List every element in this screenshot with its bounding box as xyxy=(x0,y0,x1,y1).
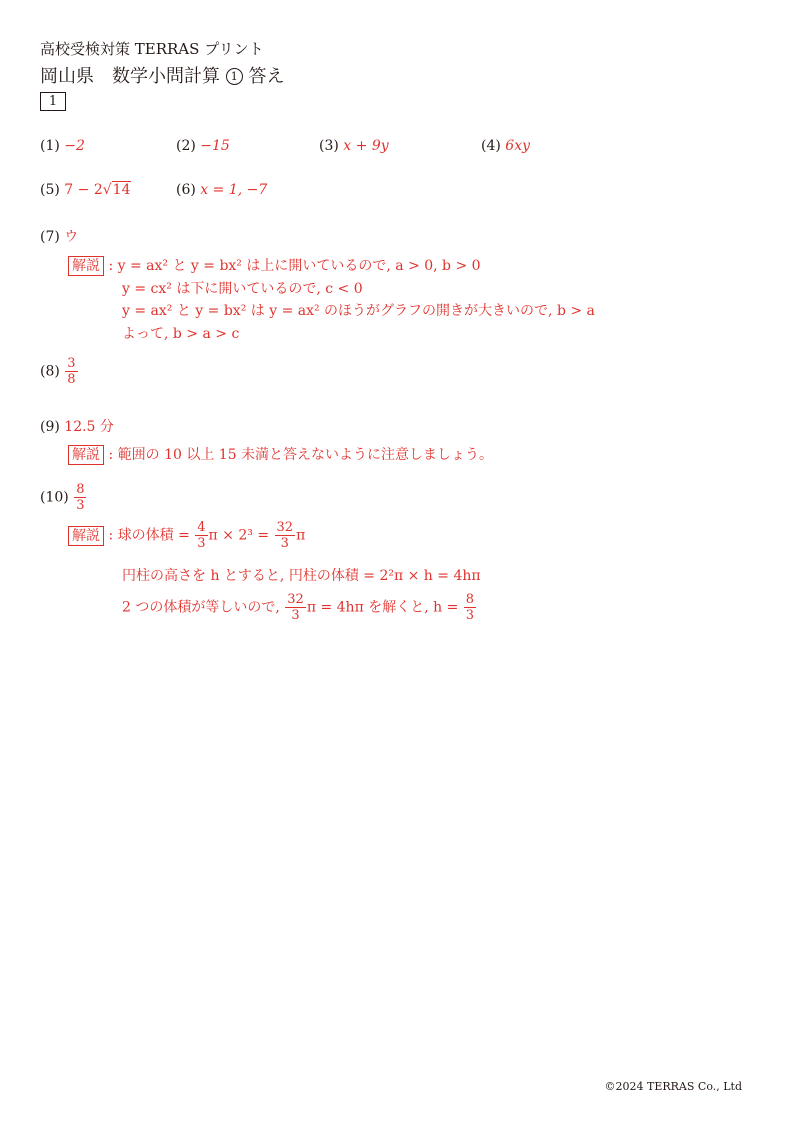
question-7-explanation-line-1 xyxy=(68,255,481,276)
question-5-number: (5) xyxy=(40,182,60,198)
fraction-denominator: 3 xyxy=(197,536,206,551)
title-suffix: 答え xyxy=(248,66,285,87)
copyright-footer: ©2024 TERRAS Co., Ltd xyxy=(604,1080,742,1093)
fraction-denominator: 3 xyxy=(291,608,300,623)
question-7-explanation-line-3: y = ax² と y = bx² は y = ax² のほうがグラフの開きが大きいので, b > a xyxy=(122,303,595,319)
question-9-explanation xyxy=(68,444,493,465)
explanation-label: 解説 xyxy=(68,526,104,546)
question-5-answer-radicand: 14 xyxy=(112,182,131,198)
question-10-explanation-line-3 xyxy=(122,592,477,623)
page-title xyxy=(40,62,284,88)
inline-fraction xyxy=(464,592,476,623)
fraction-numerator: 32 xyxy=(287,592,304,607)
question-2-answer: −15 xyxy=(200,138,230,154)
question-5 xyxy=(40,182,131,198)
explanation-text-1b: π × 2³ = xyxy=(208,527,274,544)
question-10-answer-fraction xyxy=(74,482,86,513)
question-4-answer: 6xy xyxy=(505,138,531,154)
fraction-numerator: 32 xyxy=(276,520,294,535)
fraction-numerator: 8 xyxy=(76,482,85,497)
question-8 xyxy=(40,356,79,387)
question-10-explanation-line-1 xyxy=(68,520,305,551)
explanation-text-3a: 2 つの体積が等しいので, xyxy=(122,599,285,616)
print-header: 高校受検対策 TERRAS プリント xyxy=(40,40,264,58)
question-7-number: (7) xyxy=(40,229,60,245)
question-7-explanation-line-4: よって, b > a > c xyxy=(122,326,240,342)
question-8-number: (8) xyxy=(40,363,60,380)
question-10-number: (10) xyxy=(40,489,69,506)
question-7-explanation-text-1: : y = ax² と y = bx² は上に開いているので, a > 0, b > 0 xyxy=(108,258,481,274)
fraction-denominator: 3 xyxy=(280,536,289,551)
explanation-text-3b: π = 4hπ を解くと, h = xyxy=(306,599,463,616)
section-number: 1 xyxy=(40,92,66,111)
question-1 xyxy=(40,138,85,154)
question-6 xyxy=(176,182,267,198)
sqrt-sign: √ xyxy=(102,182,112,198)
question-9-answer: 12.5 分 xyxy=(64,419,114,435)
question-10-explanation-line-2: 円柱の高さを h とすると, 円柱の体積 = 2²π × h = 4hπ xyxy=(122,568,481,584)
fraction-denominator: 3 xyxy=(465,608,475,623)
fraction-numerator: 4 xyxy=(197,520,206,535)
inline-fraction xyxy=(285,592,306,623)
question-3 xyxy=(319,138,389,154)
fraction-numerator: 8 xyxy=(465,592,475,607)
question-3-number: (3) xyxy=(319,138,339,154)
question-8-answer-fraction xyxy=(65,356,77,387)
question-3-answer: x + 9y xyxy=(343,138,389,154)
question-5-answer-coef: 7 − 2 xyxy=(64,182,103,198)
question-1-answer: −2 xyxy=(64,138,85,154)
question-2 xyxy=(176,138,230,154)
question-2-number: (2) xyxy=(176,138,196,154)
explanation-label: 解説 xyxy=(68,445,104,465)
question-7-answer: ウ xyxy=(64,229,79,245)
fraction-numerator: 3 xyxy=(67,356,76,371)
inline-fraction xyxy=(195,520,207,551)
question-4 xyxy=(481,138,530,154)
inline-fraction xyxy=(275,520,296,551)
title-prefix: 岡山県 数学小問計算 xyxy=(40,66,220,87)
question-1-number: (1) xyxy=(40,138,60,154)
fraction-denominator: 3 xyxy=(76,498,85,513)
explanation-text-1a: : 球の体積 = xyxy=(108,527,195,544)
question-9-number: (9) xyxy=(40,419,60,435)
title-circle-number: 1 xyxy=(226,68,243,85)
explanation-text-1c: π xyxy=(296,527,306,544)
question-6-answer: x = 1, −7 xyxy=(200,182,268,198)
question-9 xyxy=(40,416,114,436)
question-7-explanation-line-2: y = cx² は下に開いているので, c < 0 xyxy=(122,281,363,297)
question-10 xyxy=(40,482,87,513)
explanation-label: 解説 xyxy=(68,256,104,276)
question-6-number: (6) xyxy=(176,182,196,198)
question-5-answer xyxy=(64,181,130,198)
question-4-number: (4) xyxy=(481,138,501,154)
question-9-explanation-text: : 範囲の 10 以上 15 未満と答えないように注意しましょう。 xyxy=(108,447,494,463)
fraction-denominator: 8 xyxy=(67,372,76,387)
question-7 xyxy=(40,226,78,246)
